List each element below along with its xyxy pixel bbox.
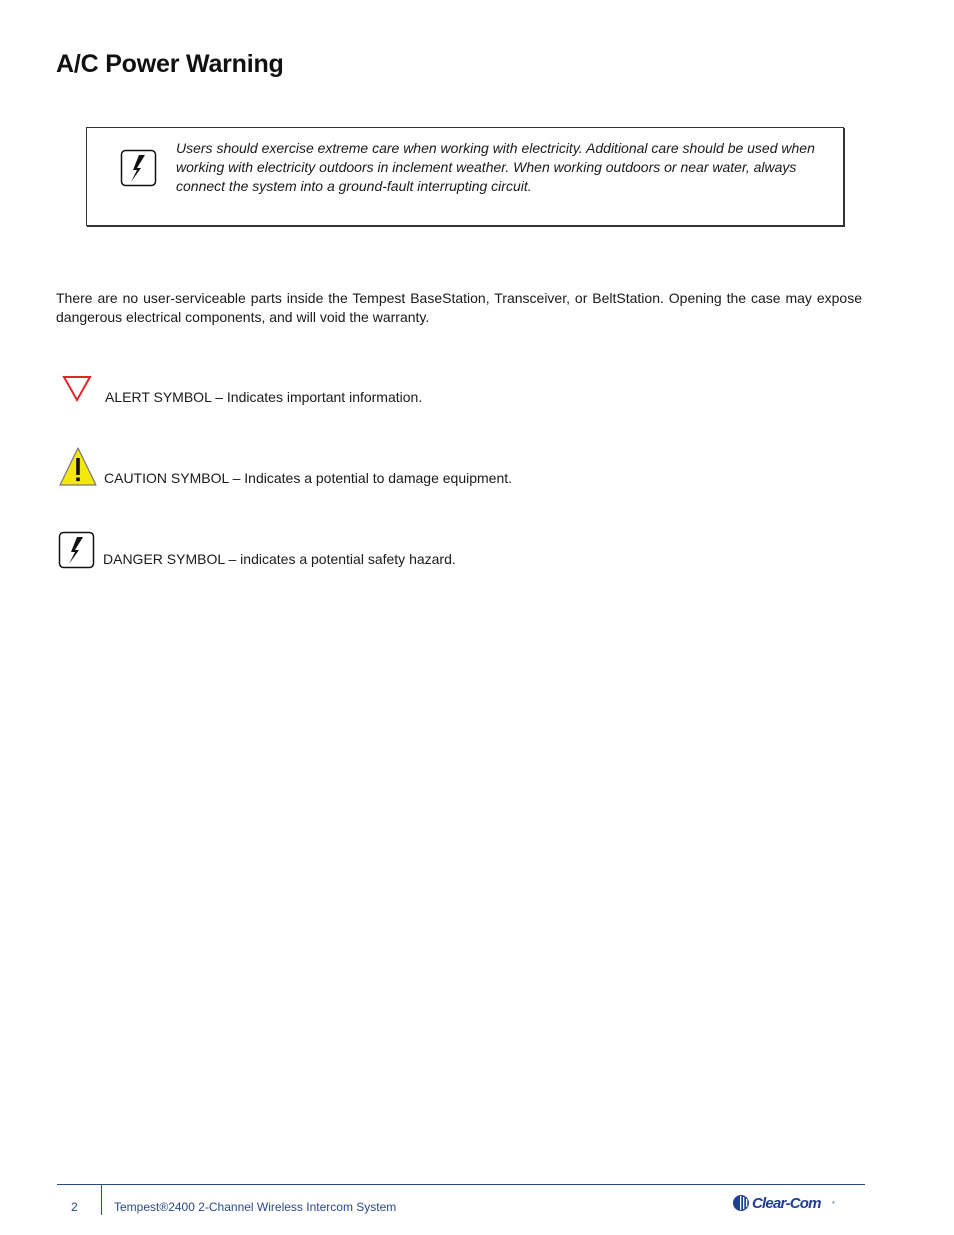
footer-doc-title: Tempest®2400 2-Channel Wireless Intercom System [114, 1200, 397, 1214]
alert-symbol-label: ALERT SYMBOL – Indicates important information. [105, 389, 423, 405]
page-title: A/C Power Warning [56, 50, 284, 78]
svg-text:Clear-Com: Clear-Com [752, 1195, 821, 1212]
danger-lightning-icon [58, 531, 96, 575]
alert-triangle-icon [62, 375, 92, 407]
caution-exclamation-icon [58, 446, 98, 492]
warning-box [86, 127, 844, 226]
caution-symbol-label: CAUTION SYMBOL – Indicates a potential to damage equipment. [104, 470, 513, 486]
footer-rule [57, 1184, 865, 1185]
body-paragraph: There are no user-serviceable parts inside the Tempest BaseStation, Transceiver, or BeltStation. Opening the case may expose dangerous electrical components, and will void the warranty. [56, 290, 862, 325]
page-number: 2 [71, 1200, 78, 1214]
danger-symbol-label: DANGER SYMBOL – indicates a potential safety hazard. [103, 551, 456, 567]
svg-text:®: ® [832, 1200, 835, 1205]
footer-divider [101, 1184, 102, 1215]
warning-text: Users should exercise extreme care when working with electricity. Additional care should be used when working with electricity outdoors in inclement weather. When working outdoors or near water, always connect the system into a ground-fault interrupting circuit. [176, 140, 815, 194]
clear-com-logo [732, 1193, 838, 1218]
danger-lightning-icon [120, 149, 158, 193]
